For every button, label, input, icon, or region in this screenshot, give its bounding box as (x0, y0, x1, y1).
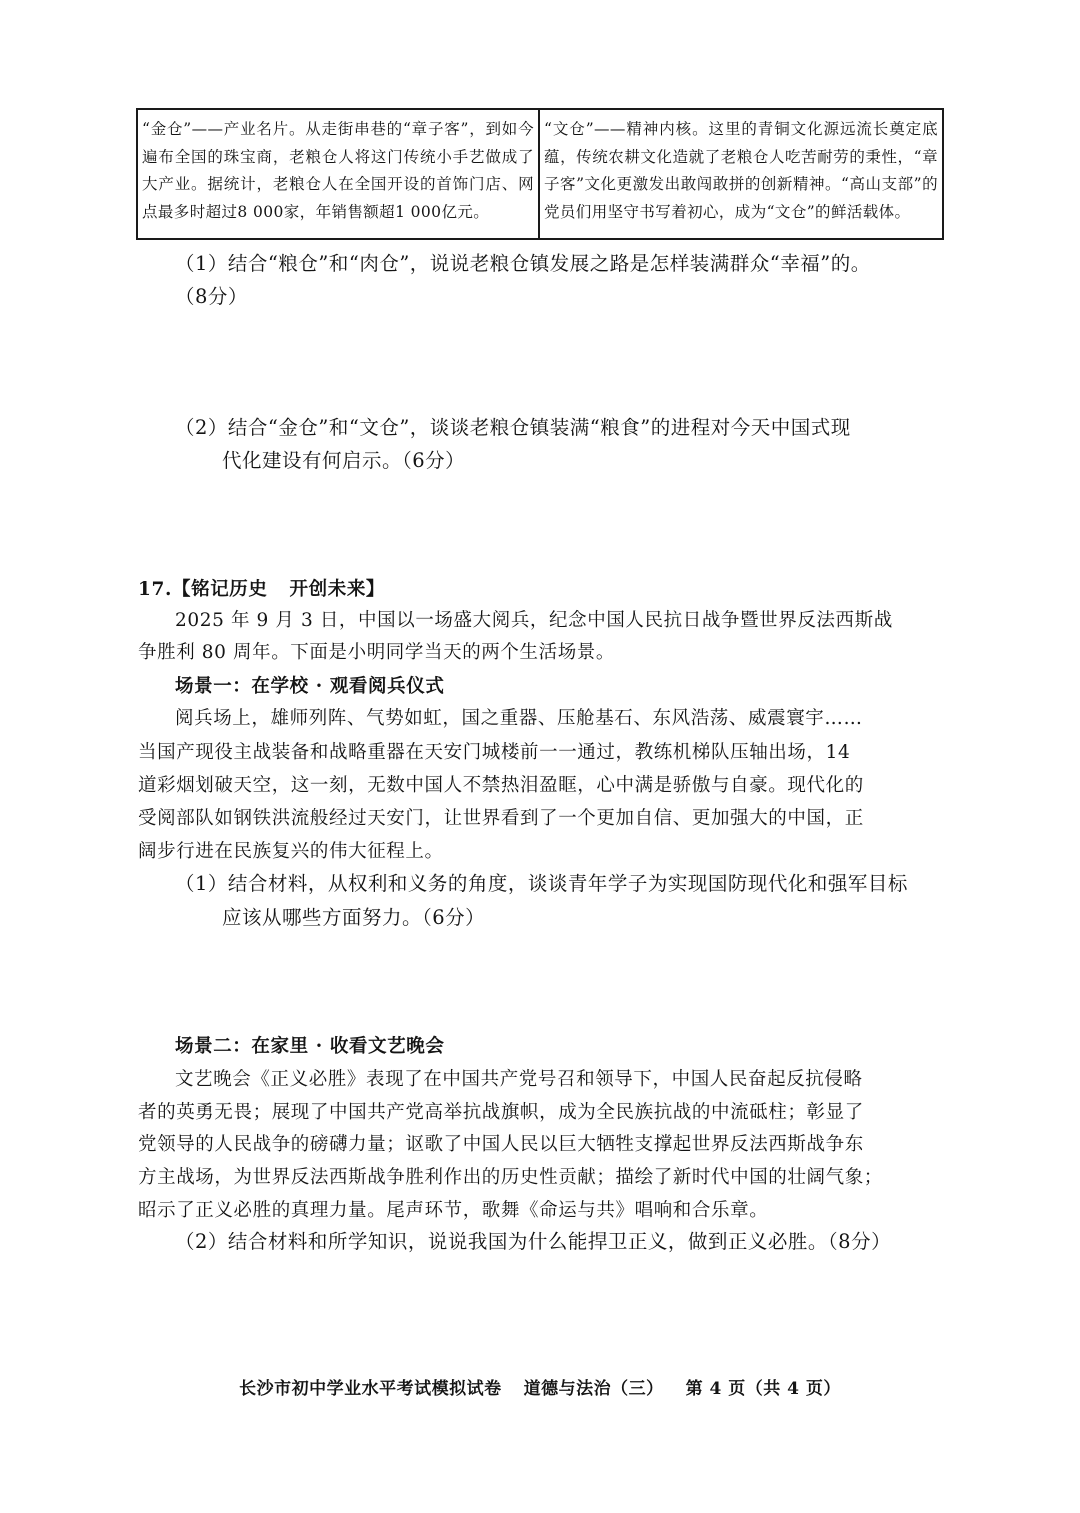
q17-heading-b: 开创未来】 (289, 579, 386, 600)
q17-intro-line1: 2025 年 9 月 3 日，中国以一场盛大阅兵，纪念中国人民抗日战争暨世界反法西斯战 (175, 610, 893, 631)
scene2-line: 党领导的人民战争的磅礴力量；讴歌了中国人民以巨大牺牲支撑起世界反法西斯战争东 (138, 1134, 864, 1155)
material-table (136, 108, 944, 240)
scene1-line: 道彩烟划破天空，这一刻，无数中国人不禁热泪盈眶，心中满是骄傲与自豪。现代化的 (138, 775, 864, 796)
scene1-title: 场景一：在学校 · 观看阅兵仪式 (175, 676, 445, 697)
q17-heading-a: 【铭记历史 (172, 579, 268, 600)
scene2-line: 者的英勇无畏；展现了中国共产党高举抗战旗帜，成为全民族抗战的中流砥柱；彰显了 (138, 1102, 864, 1123)
scene1-line: 当国产现役主战装备和战略重器在天安门城楼前一一通过，教练机梯队压轴出场，14 (138, 742, 851, 763)
q16-2-line2: 代化建设有何启示。（6分） (222, 449, 466, 472)
footer-subject: 道德与法治（三） (523, 1379, 664, 1399)
footer-exam-title: 长沙市初中学业水平考试模拟试卷 (239, 1379, 502, 1399)
q16-2-line1: （2）结合“金仓”和“文仓”，谈谈老粮仓镇装满“粮食”的进程对今天中国式现 (175, 416, 851, 439)
scene1-line: 阔步行进在民族复兴的伟大征程上。 (138, 841, 444, 862)
scene2-title: 场景二：在家里 · 收看文艺晚会 (175, 1036, 445, 1057)
q17-heading (138, 575, 385, 605)
scene2-line: 文艺晚会《正义必胜》表现了在中国共产党号召和领导下，中国人民奋起反抗侵略 (175, 1069, 863, 1090)
scene1-line: 阅兵场上，雄师列阵、气势如虹，国之重器、压舱基石、东风浩荡、威震寰宇…… (175, 708, 863, 729)
q16-1-line1: （1）结合“粮仓”和“肉仓”，说说老粮仓镇发展之路是怎样装满群众“幸福”的。 (175, 252, 871, 275)
q16-1-line2: （8分） (175, 285, 248, 308)
footer-page-number: 第 4 页（共 4 页） (685, 1379, 841, 1399)
table-cell-jincang: “金仓”——产业名片。从走街串巷的“章子客”，到如今遍布全国的珠宝商，老粮仓人将这门传统小手艺做成了大产业。据统计，老粮仓人在全国开设的首饰门店、网点最多时超过8 000家，年销售额超1 000亿元。 (138, 110, 540, 238)
q17-1-line1: （1）结合材料，从权利和义务的角度，谈谈青年学子为实现国防现代化和强军目标 (175, 872, 908, 895)
q17-number: 17. (138, 579, 172, 600)
scene2-line: 昭示了正义必胜的真理力量。尾声环节，歌舞《命运与共》唱响和合乐章。 (138, 1200, 769, 1221)
q17-2-line: （2）结合材料和所学知识，说说我国为什么能捍卫正义，做到正义必胜。（8分） (175, 1230, 892, 1253)
page-footer (0, 1374, 1080, 1399)
scene1-line: 受阅部队如钢铁洪流般经过天安门，让世界看到了一个更加自信、更加强大的中国，正 (138, 808, 864, 829)
q17-intro-line2: 争胜利 80 周年。下面是小明同学当天的两个生活场景。 (138, 642, 616, 663)
q17-1-line2: 应该从哪些方面努力。（6分） (222, 906, 486, 929)
scene2-line: 方主战场，为世界反法西斯战争胜利作出的历史性贡献；描绘了新时代中国的壮阔气象； (138, 1167, 883, 1188)
table-cell-wencang: “文仓”——精神内核。这里的青铜文化源远流长奠定底蕴，传统农耕文化造就了老粮仓人吃苦耐劳的秉性，“章子客”文化更激发出敢闯敢拼的创新精神。“高山支部”的党员们用坚守书写着初心，成为“文仓”的鲜活载体。 (544, 120, 938, 221)
